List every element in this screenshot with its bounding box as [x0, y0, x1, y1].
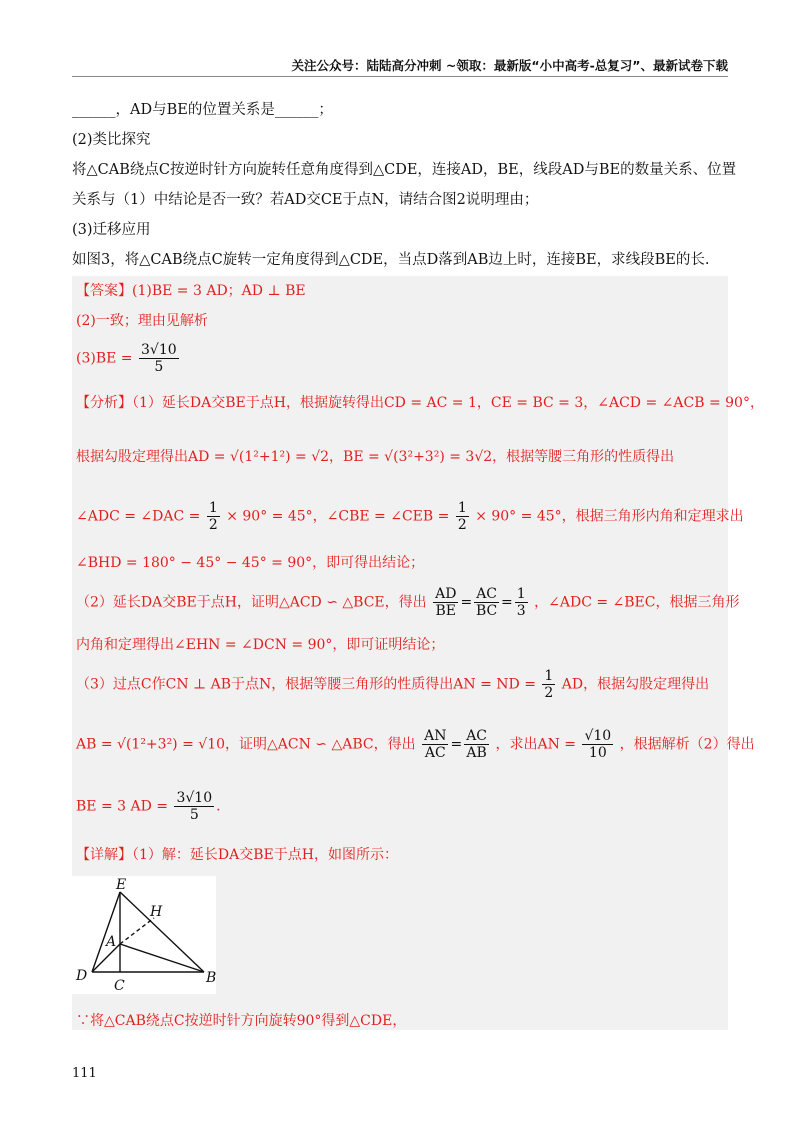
half-num-1: 1	[208, 500, 218, 516]
detail-line-1	[76, 844, 398, 864]
header-divider	[72, 76, 728, 77]
analysis-line-2: 根据勾股定理得出AD = √(1²+1²) = √2，BE = √(3²+3²) = 3√2，根据等腰三角形的性质得出	[76, 449, 675, 465]
analysis-line-6: 内角和定理得出∠EHN = ∠DCN = 90°，即可证明结论；	[76, 637, 445, 653]
half-num-3: 1	[544, 668, 554, 684]
label-c: C	[114, 978, 125, 994]
analysis-text-1: （1）延长DA交BE于点H，根据旋转得出CD = AC = 1，CE = BC = 3，∠ACD = ∠ACB = 90°，	[132, 395, 764, 411]
answer-3-prefix: (3)BE =	[76, 350, 133, 367]
half-den-1: 2	[208, 517, 218, 534]
analysis-3c: × 90° = 45°，根据三角形内角和定理求出	[475, 508, 744, 525]
segment-ab	[120, 944, 204, 972]
analysis-line-8: AB = √(1²+3²) = √10，证明△ACN ∽ △ABC，得出 $\frac{AN}{AC}$ = $\frac{AC}{AB}$ ，求出AN = $\frac{√10}{10}$ ，根据解析（2）得出	[76, 728, 755, 762]
analysis-9a: BE = 3 AD =	[76, 798, 169, 815]
frac-ad-be-num: AD	[435, 586, 457, 602]
frac-root10-den: 10	[588, 745, 607, 762]
part3-text: 如图3，将△CAB绕点C旋转一定角度得到△CDE，当点D落到AB边上时，连接BE，求线段BE的长.	[72, 252, 710, 268]
detail-line-2: ∵将△CAB绕点C按逆时针方向旋转90°得到△CDE，	[76, 1013, 407, 1029]
half-num-2: 1	[457, 500, 467, 516]
segment-ed	[92, 892, 120, 972]
label-d: D	[76, 968, 88, 984]
analysis-line-5: （2）延长DA交BE于点H，证明△ACD ∽ △BCE，得出 $\frac{AD}{BE}$ = $\frac{AC}{BC}$ = $\frac{1}{3}$ ，∠ADC = ∠BEC，根据三角形	[76, 586, 740, 620]
answer-2: (2)一致；理由见解析	[76, 313, 208, 329]
frac-one-third-num: 1	[516, 586, 526, 602]
half-fraction-2	[456, 500, 469, 533]
answer-3-num: 3√10	[140, 342, 177, 358]
part2-title: (2)类比探究	[72, 132, 151, 148]
analysis-line-4: ∠BHD = 180° − 45° − 45° = 90°，即可得出结论；	[76, 555, 425, 571]
detail-text-1: （1）解：延长DA交BE于点H，如图所示：	[132, 847, 398, 863]
analysis-label: 【分析】	[76, 395, 132, 411]
half-den-2: 2	[457, 517, 467, 534]
half-fraction-1	[207, 500, 220, 533]
analysis-5b: ，∠ADC = ∠BEC，根据三角形	[534, 594, 740, 611]
segment-ah-dashed	[120, 918, 154, 944]
frac-ad-be	[433, 586, 458, 619]
half-fraction-3	[542, 668, 555, 701]
frac-ac-ab	[464, 728, 489, 761]
answer-3	[76, 342, 181, 375]
frac-ad-be-den: BE	[435, 603, 457, 620]
label-b: B	[206, 970, 216, 986]
part3-title: (3)迁移应用	[72, 222, 151, 238]
frac-an-ac-den: AC	[424, 745, 446, 762]
question-line-prev: ______，AD与BE的位置关系是______；	[72, 102, 333, 118]
frac-an-ac-num: AN	[424, 728, 447, 744]
analysis-line-7	[76, 668, 709, 701]
frac-one-third	[515, 586, 528, 619]
analysis-3a: ∠ADC = ∠DAC =	[76, 508, 201, 525]
analysis-8c: ，根据解析（2）得出	[619, 736, 755, 753]
analysis-8b: ，求出AN =	[495, 736, 577, 753]
detail-label: 【详解】	[76, 847, 132, 863]
frac-ac-bc	[474, 586, 499, 619]
analysis-line-9: BE = 3 AD = $\frac{3√10}{5}$ .	[76, 790, 221, 824]
frac-ac-ab-den: AB	[466, 745, 487, 762]
triangle-diagram	[72, 876, 216, 994]
label-h: H	[150, 904, 163, 920]
label-a: A	[106, 934, 117, 950]
analysis-7b: AD，根据勾股定理得出	[561, 676, 710, 693]
analysis-line-1	[76, 392, 764, 412]
frac-be-result-num: 3√10	[176, 790, 213, 806]
frac-one-third-den: 3	[516, 603, 526, 620]
frac-an-ac	[422, 728, 448, 761]
frac-be-result	[174, 790, 214, 823]
page-header: 关注公众号：陆陆高分冲刺 ~领取：最新版“小中高考-总复习”、最新试卷下载	[291, 58, 728, 73]
frac-ac-bc-den: BC	[475, 603, 498, 620]
answer-3-fraction	[139, 342, 179, 375]
page-number: 111	[72, 1066, 97, 1081]
half-den-3: 2	[544, 685, 554, 702]
answer-1: (1)BE = 3 AD；AD ⊥ BE	[132, 283, 306, 299]
frac-ac-bc-num: AC	[476, 586, 498, 602]
analysis-8a: AB = √(1²+3²) = √10，证明△ACN ∽ △ABC，得出	[76, 736, 416, 753]
part2-text-2: 关系与（1）中结论是否一致？若AD交CE于点N，请结合图2说明理由；	[72, 192, 539, 208]
frac-root10-10	[582, 728, 613, 761]
frac-ac-ab-num: AC	[466, 728, 488, 744]
frac-be-result-den: 5	[189, 807, 199, 824]
analysis-5a: （2）延长DA交BE于点H，证明△ACD ∽ △BCE，得出	[76, 594, 427, 611]
frac-root10-num: √10	[584, 728, 612, 744]
part2-text-1: 将△CAB绕点C按逆时针方向旋转任意角度得到△CDE，连接AD，BE，线段AD与BE的数量关系、位置	[72, 162, 737, 178]
geometry-figure	[72, 876, 216, 994]
answer-label: 【答案】	[76, 283, 132, 299]
analysis-7a: （3）过点C作CN ⊥ AB于点N，根据等腰三角形的性质得出AN = ND =	[76, 676, 536, 693]
answer-line-1	[76, 280, 306, 300]
analysis-3b: × 90° = 45°，∠CBE = ∠CEB =	[226, 508, 450, 525]
answer-3-den: 5	[154, 359, 164, 376]
analysis-line-3	[76, 500, 744, 533]
label-e: E	[116, 877, 127, 893]
